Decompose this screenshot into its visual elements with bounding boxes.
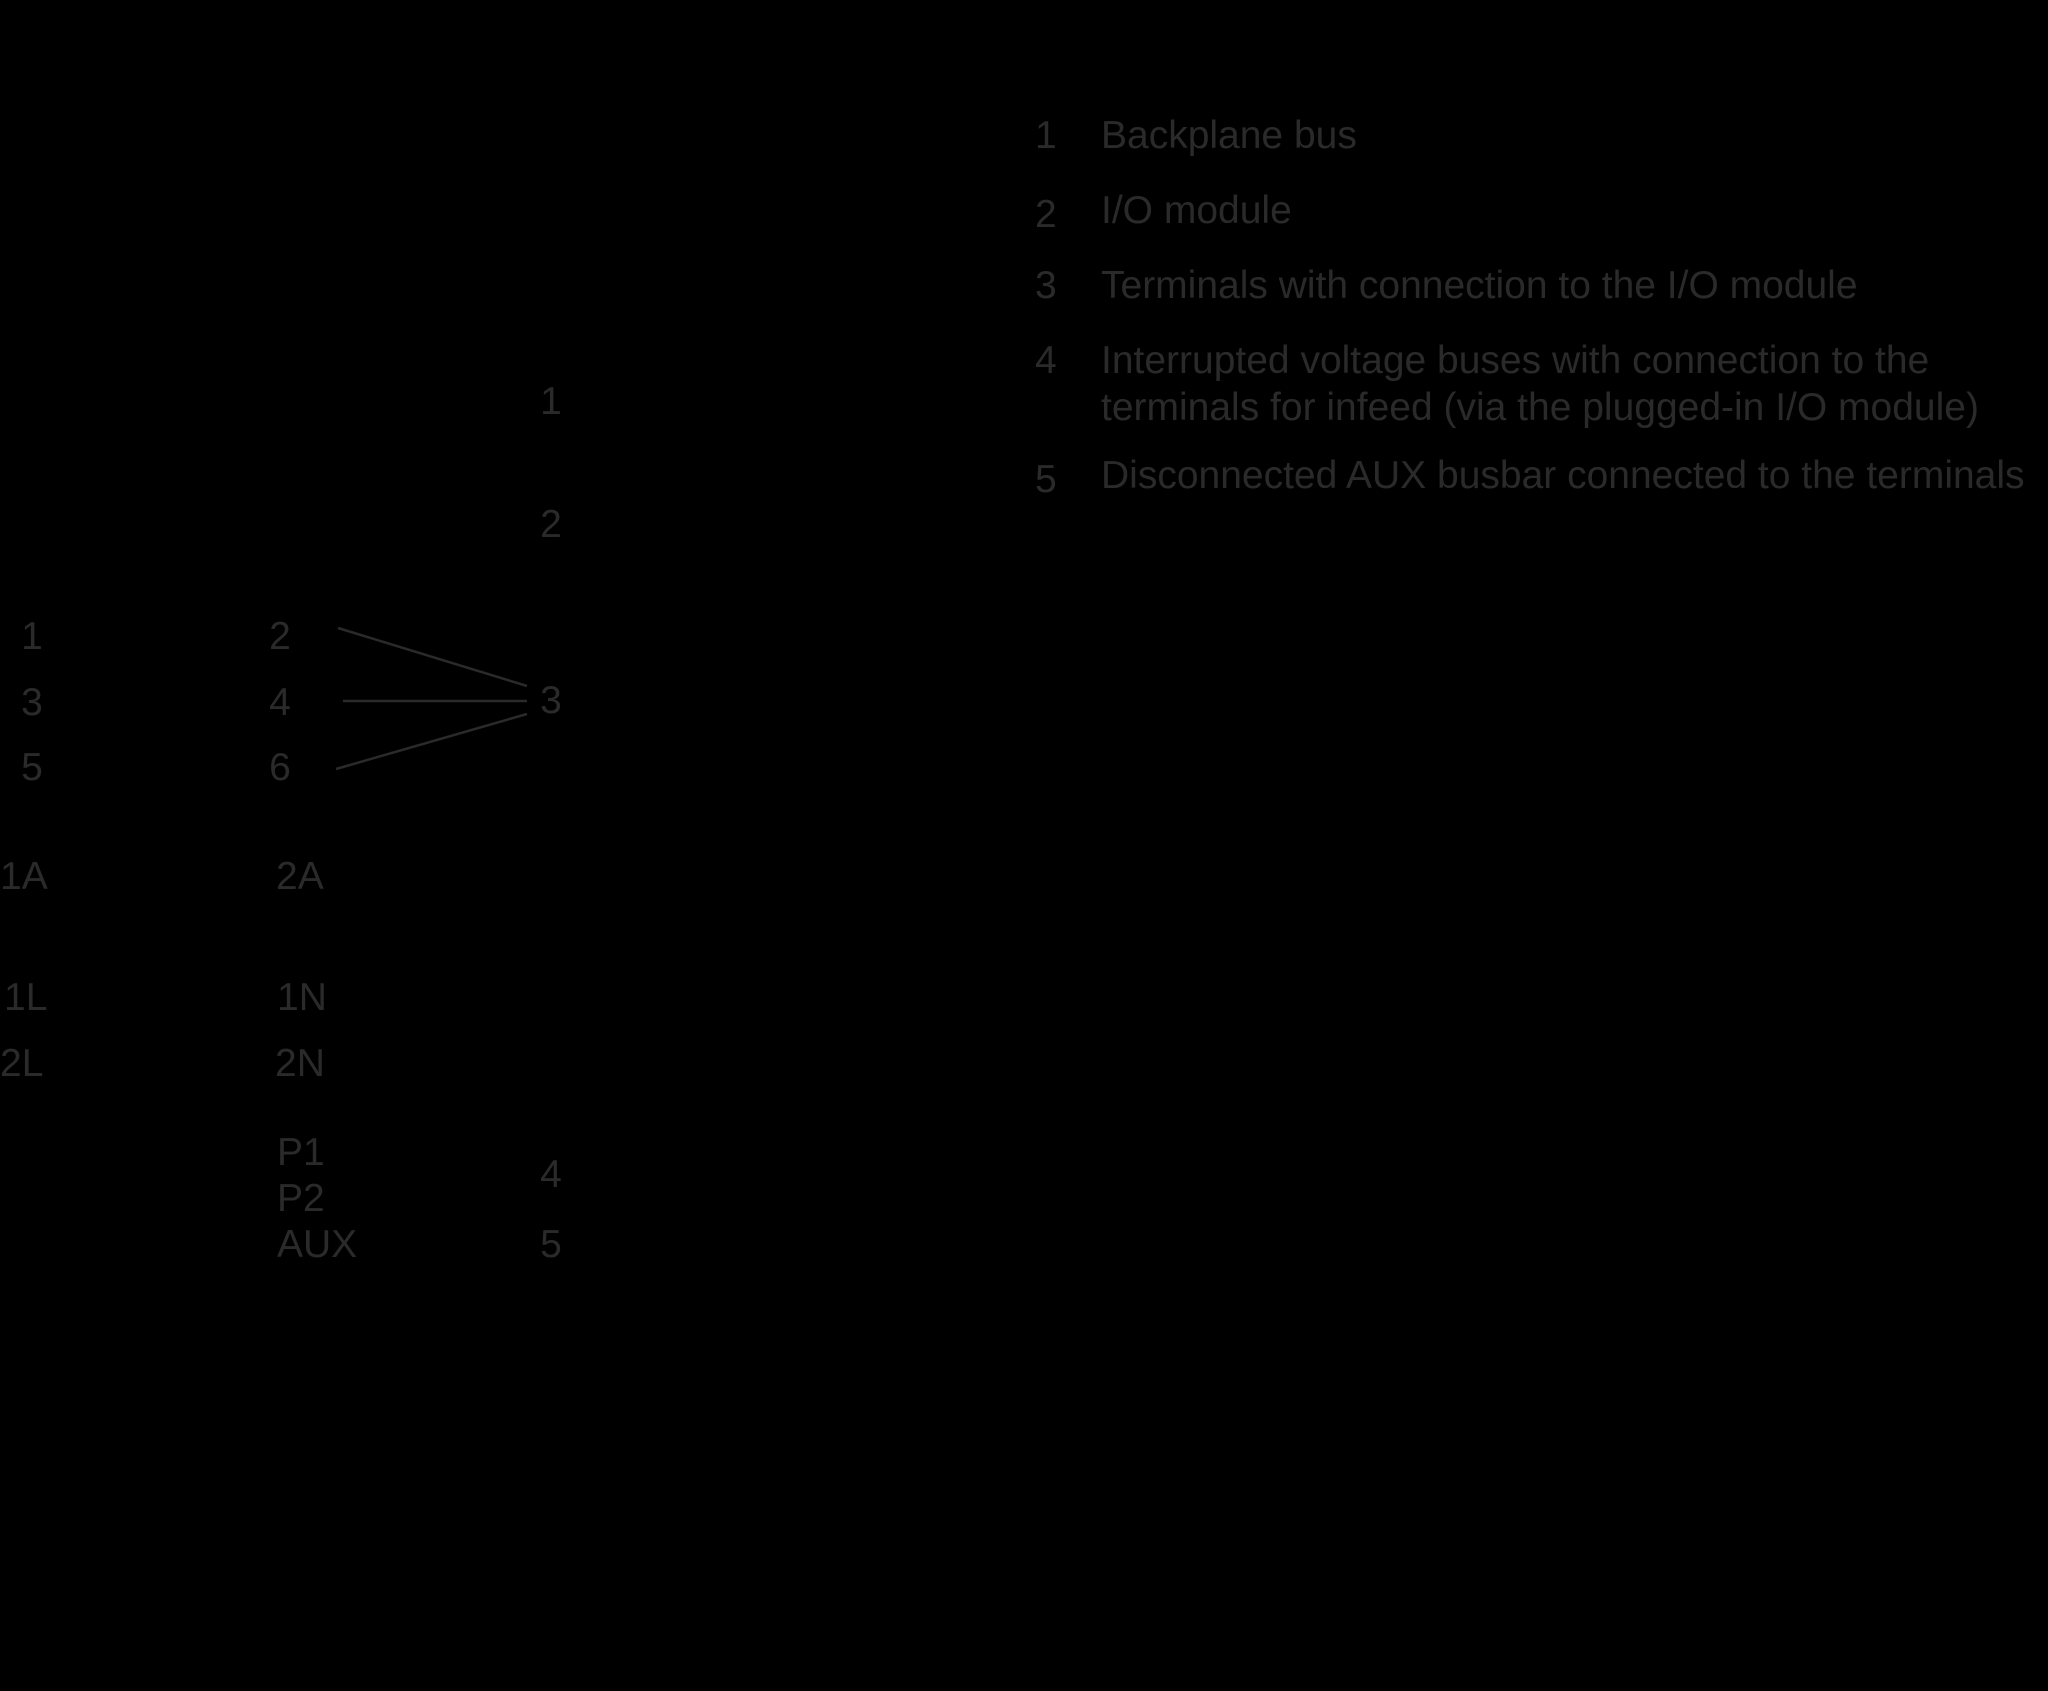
legend-number: 4 (1035, 339, 1057, 382)
legend-item-2 (1035, 187, 2048, 262)
legend-text: Terminals with connection to the I/O module (1101, 264, 1858, 307)
legend-item-4 (1035, 337, 2048, 452)
terminal-label-2n: 2N (275, 1042, 325, 1085)
terminal-label-p2: P2 (277, 1177, 325, 1220)
terminal-label-6: 6 (269, 746, 291, 789)
legend-number: 5 (1035, 458, 1057, 501)
terminal-label-4: 4 (269, 681, 291, 724)
legend-text: Backplane bus (1101, 114, 1357, 157)
terminal-label-2: 2 (269, 615, 291, 658)
legend-number: 3 (1035, 264, 1057, 307)
terminal-label-1: 1 (21, 615, 43, 658)
terminal-label-2a: 2A (276, 855, 324, 898)
legend-number: 1 (1035, 114, 1057, 157)
callout-5: 5 (540, 1223, 562, 1266)
legend-number: 2 (1035, 193, 1057, 236)
terminal-label-5: 5 (21, 746, 43, 789)
terminal-label-1n: 1N (277, 976, 327, 1019)
callout-2: 2 (540, 503, 562, 546)
leader-line-terminal-2 (338, 628, 527, 686)
legend-text: I/O module (1101, 189, 1292, 232)
legend-text: Interrupted voltage buses with connection to the (1101, 339, 1930, 382)
callout-3: 3 (540, 679, 562, 722)
legend-item-3 (1035, 262, 2048, 337)
legend (1035, 112, 2048, 527)
terminal-label-1a: 1A (0, 855, 48, 898)
terminal-label-aux: AUX (277, 1223, 358, 1266)
terminal-label-p1: P1 (277, 1131, 325, 1174)
legend-item-1 (1035, 112, 2048, 187)
legend-item-5 (1035, 452, 2048, 527)
callout-1: 1 (540, 380, 562, 423)
legend-text: Disconnected AUX busbar connected to the terminals (1101, 454, 2025, 497)
terminal-label-2l: 2L (0, 1042, 44, 1085)
legend-text-line-2: terminals for infeed (via the plugged-in I/O module) (1101, 386, 1979, 429)
terminal-label-3: 3 (21, 681, 43, 724)
leader-line-terminal-6 (336, 714, 527, 769)
terminal-label-1l: 1L (4, 976, 48, 1019)
callout-4: 4 (540, 1153, 562, 1196)
